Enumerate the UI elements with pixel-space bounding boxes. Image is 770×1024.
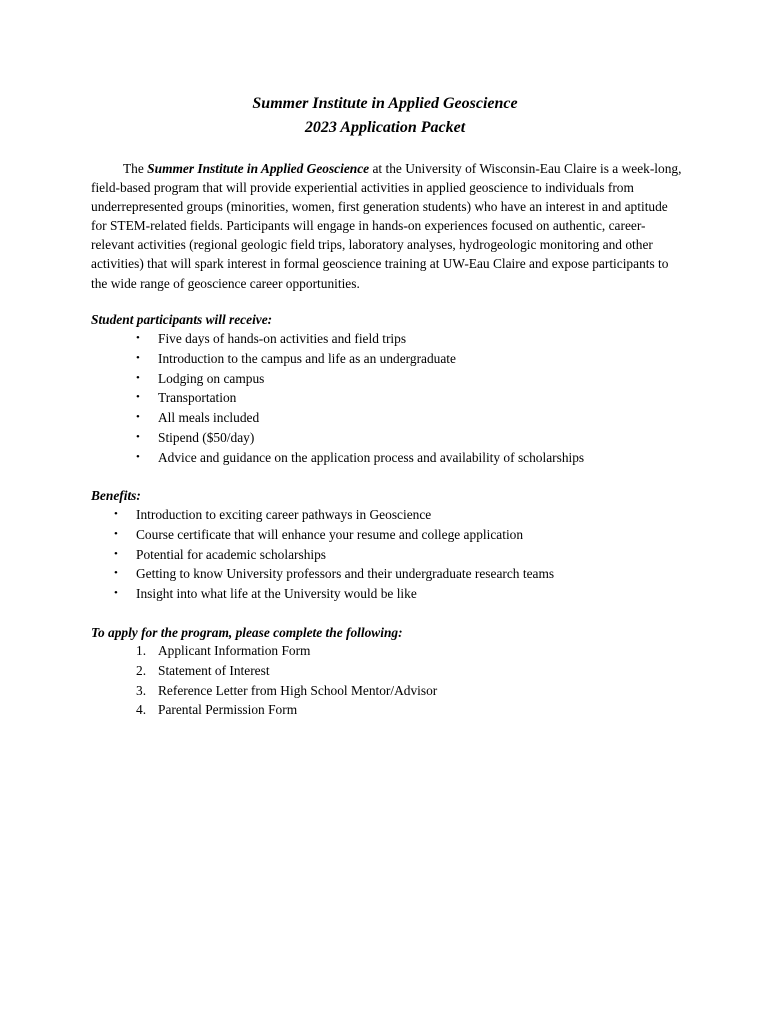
- item-number: 4.: [136, 702, 147, 718]
- bullet-icon: •: [136, 391, 140, 404]
- item-number: 3.: [136, 682, 147, 698]
- apply-section-heading: To apply for the program, please complete the following:: [91, 625, 403, 640]
- list-item: • Potential for academic scholarships: [136, 545, 554, 565]
- student-section-heading: Student participants will receive:: [91, 312, 273, 327]
- apply-requirements-list: [136, 641, 438, 720]
- intro-lead: The: [123, 161, 148, 176]
- bullet-icon: •: [114, 587, 118, 600]
- list-item: • Introduction to the campus and life as an undergraduate: [158, 349, 584, 369]
- bullet-icon: •: [114, 547, 118, 560]
- benefits-list: [114, 505, 555, 604]
- list-item: 1. Applicant Information Form: [158, 641, 437, 661]
- list-item: 2. Statement of Interest: [158, 661, 437, 681]
- program-name: Summer Institute in Applied Geoscience: [147, 161, 370, 176]
- student-benefits-list: [136, 329, 585, 468]
- bullet-icon: •: [136, 332, 140, 344]
- list-item: • Transportation: [158, 388, 584, 408]
- benefits-section-heading: Benefits:: [91, 488, 141, 503]
- bullet-icon: •: [136, 450, 140, 463]
- bullet-icon: •: [114, 527, 118, 540]
- bullet-icon: •: [114, 567, 118, 580]
- list-item: • Course certificate that will enhance your resume and college application: [136, 525, 554, 545]
- document-title: Summer Institute in Applied Geoscience: [252, 95, 518, 112]
- list-item: • All meals included: [158, 408, 584, 428]
- bullet-icon: •: [136, 351, 140, 364]
- item-number: 2.: [136, 662, 147, 678]
- intro-paragraph: [91, 159, 683, 293]
- bullet-icon: •: [136, 430, 140, 443]
- list-item: • Introduction to exciting career pathways in Geoscience: [136, 505, 554, 525]
- list-item: • Stipend ($50/day): [158, 428, 584, 448]
- list-item: • Five days of hands-on activities and field trips: [158, 329, 584, 349]
- bullet-icon: •: [136, 371, 140, 384]
- item-number: 1.: [136, 643, 147, 658]
- bullet-icon: •: [114, 508, 118, 520]
- list-item: • Getting to know University professors and their undergraduate research teams: [136, 564, 554, 584]
- bullet-icon: •: [136, 411, 140, 424]
- document-subtitle: 2023 Application Packet: [304, 119, 466, 136]
- intro-body: at the University of Wisconsin-Eau Claire is a week-long, field-based program that will provide experiential activities in applied geoscience to individuals from underrepresented groups (minorities, women, first generation students) who have an interest in and aptitude for STEM-related fields. Participants will engage in hands-on experiences focused on authentic, career-relevant activities (regional geologic field trips, laboratory analyses, hydrogeologic monitoring and other activities) that will spark interest in formal geoscience training at UW-Eau Claire and expose participants to the wide range of geoscience career opportunities.: [91, 161, 682, 291]
- list-item: • Lodging on campus: [158, 369, 584, 389]
- list-item: • Insight into what life at the University would be like: [136, 584, 554, 604]
- list-item: 4. Parental Permission Form: [158, 700, 437, 720]
- list-item: • Advice and guidance on the application process and availability of scholarships: [158, 448, 584, 468]
- list-item: 3. Reference Letter from High School Mentor/Advisor: [158, 681, 437, 701]
